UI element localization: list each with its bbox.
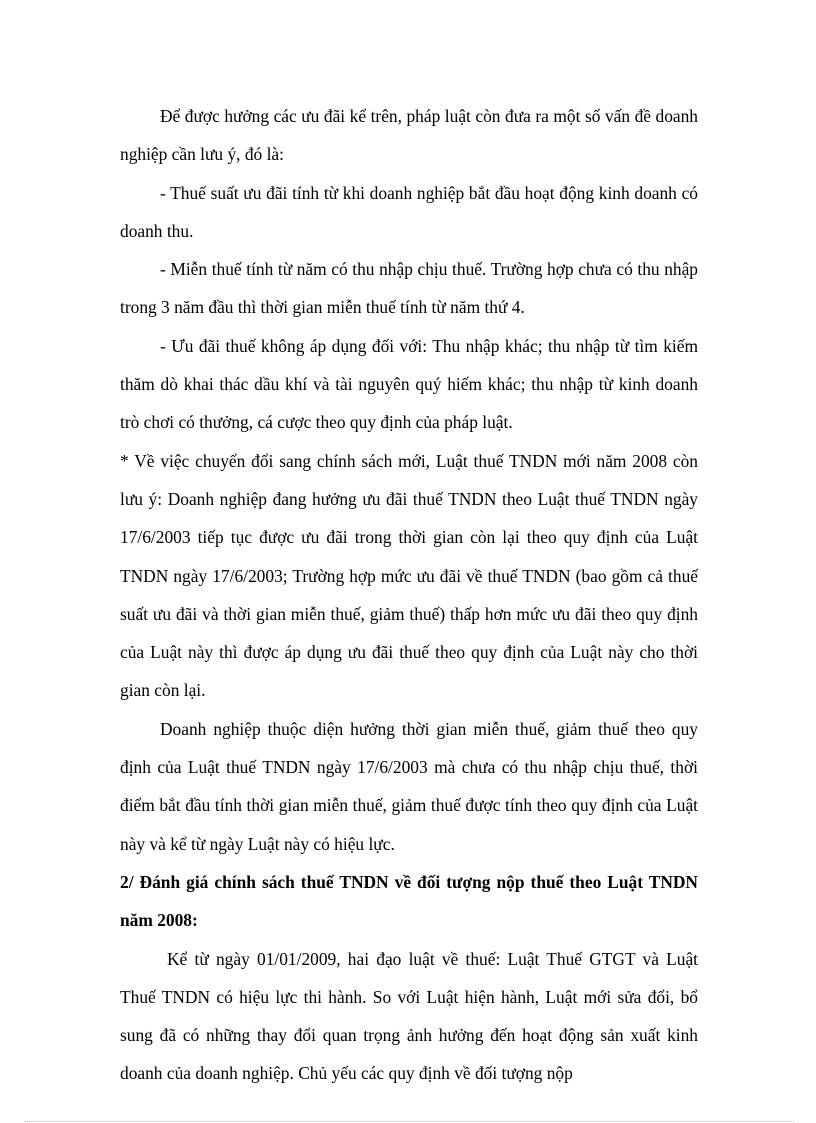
document-body <box>120 97 698 1093</box>
paragraph-exclusions: - Ưu đãi thuế không áp dụng đối với: Thu nhập khác; thu nhập từ tìm kiếm thăm dò khai thác dầu khí và tài nguyên quý hiếm khác; thu nhập từ kinh doanh trò chơi có thưởng, cá cược theo quy định của pháp luật. <box>120 335 698 433</box>
paragraph-transition-note: * Về việc chuyển đổi sang chính sách mới, Luật thuế TNDN mới năm 2008 còn lưu ý: Doanh nghiệp đang hưởng ưu đãi thuế TNDN theo Luật thuế TNDN ngày 17/6/2003 tiếp tục được ưu đãi trong thời gian còn lại theo quy định của Luật TNDN ngày 17/6/2003; Trường hợp mức ưu đãi về thuế TNDN (bao gồm cả thuế suất ưu đãi và thời gian miễn thuế, giảm thuế) thấp hơn mức ưu đãi theo quy định của Luật này thì được áp dụng ưu đãi thuế theo quy định của Luật này cho thời gian còn lại. <box>120 450 698 701</box>
paragraph-conditions-intro: Để được hưởng các ưu đãi kể trên, pháp luật còn đưa ra một số vấn đề doanh nghiệp cần lưu ý, đó là: <box>120 106 698 165</box>
paragraph-preferential-rate: - Thuế suất ưu đãi tính từ khi doanh nghiệp bắt đầu hoạt động kinh doanh có doanh thu. <box>120 182 698 241</box>
page-bottom-divider <box>24 1121 794 1122</box>
paragraph-tax-exemption: - Miễn thuế tính từ năm có thu nhập chịu thuế. Trường hợp chưa có thu nhập trong 3 năm đầu thì thời gian miễn thuế tính từ năm thứ 4. <box>120 259 698 318</box>
section-heading: 2/ Đánh giá chính sách thuế TNDN về đối tượng nộp thuế theo Luật TNDN năm 2008: <box>120 871 698 931</box>
paragraph-effective-date: Kể từ ngày 01/01/2009, hai đạo luật về thuế: Luật Thuế GTGT và Luật Thuế TNDN có hiệu lực thi hành. So với Luật hiện hành, Luật mới sửa đổi, bổ sung đã có những thay đổi quan trọng ảnh hưởng đến hoạt động sản xuất kinh doanh của doanh nghiệp. Chủ yếu các quy định về đối tượng nộp <box>120 948 698 1084</box>
paragraph-exemption-period: Doanh nghiệp thuộc diện hưởng thời gian miễn thuế, giảm thuế theo quy định của Luật thuế TNDN ngày 17/6/2003 mà chưa có thu nhập chịu thuế, thời điểm bắt đầu tính thời gian miễn thuế, giảm thuế được tính theo quy định của Luật này và kể từ ngày Luật này có hiệu lực. <box>120 718 698 854</box>
